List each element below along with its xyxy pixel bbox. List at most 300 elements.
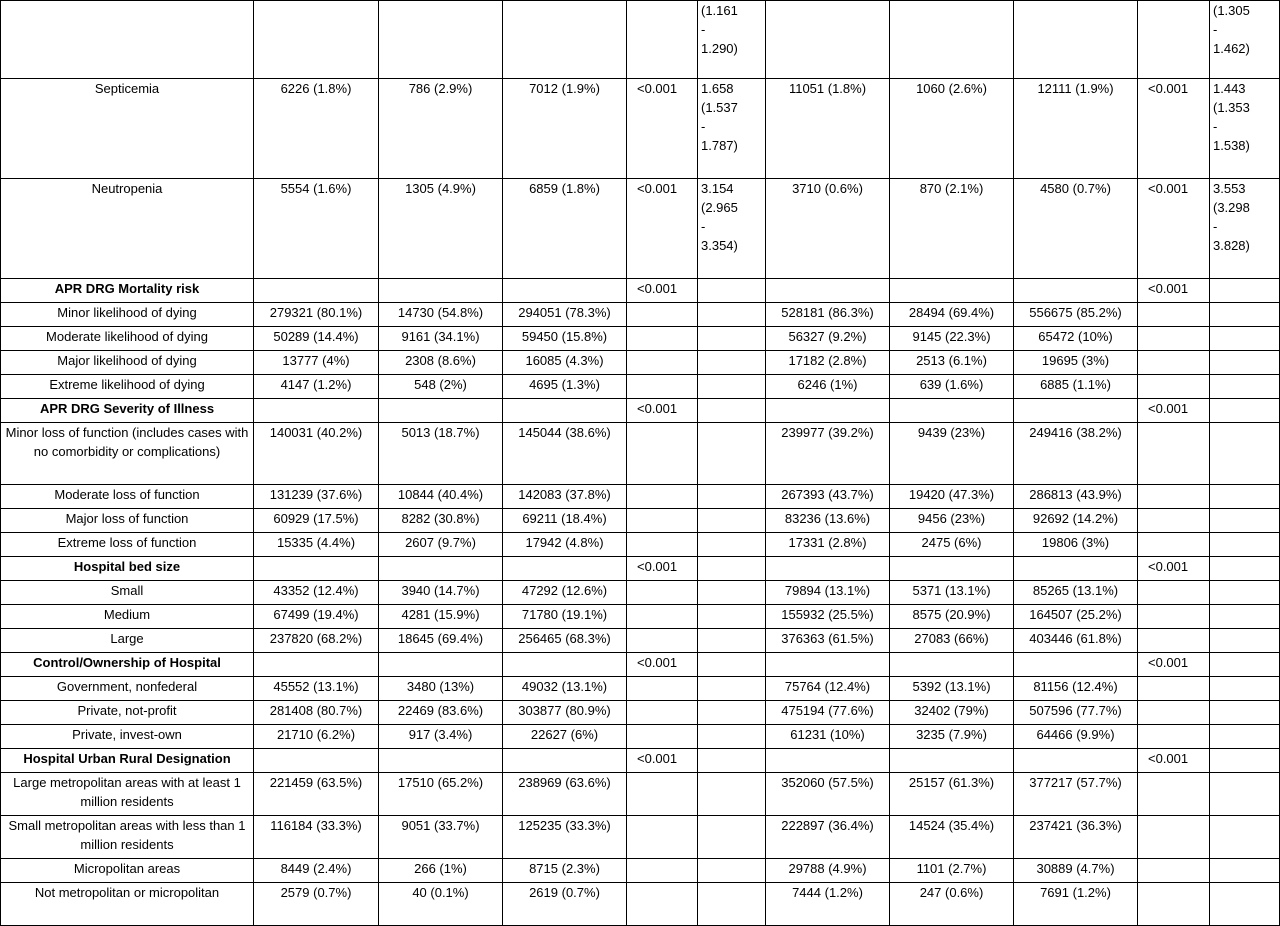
value-cell: 239977 (39.2%) <box>766 423 890 485</box>
value-cell <box>254 399 379 423</box>
value-cell <box>1014 557 1138 581</box>
p-value-cell <box>1138 725 1210 749</box>
p-value-cell <box>627 883 698 926</box>
p-value-cell <box>627 351 698 375</box>
value-cell: 40 (0.1%) <box>379 883 503 926</box>
p-value-cell <box>627 303 698 327</box>
value-cell: 47292 (12.6%) <box>503 581 627 605</box>
ci-cell <box>698 749 766 773</box>
table-row <box>1 533 1280 557</box>
value-cell: 140031 (40.2%) <box>254 423 379 485</box>
table-row <box>1 581 1280 605</box>
value-cell: 376363 (61.5%) <box>766 629 890 653</box>
ci-cell <box>698 725 766 749</box>
ci-cell <box>698 816 766 859</box>
ci-cell <box>1210 859 1280 883</box>
value-cell: 6885 (1.1%) <box>1014 375 1138 399</box>
p-value-cell <box>627 816 698 859</box>
p-value-cell <box>1138 375 1210 399</box>
p-value-cell <box>1138 883 1210 926</box>
p-value-cell: <0.001 <box>1138 749 1210 773</box>
p-value-cell <box>1138 485 1210 509</box>
value-cell: 5554 (1.6%) <box>254 179 379 279</box>
row-label: Government, nonfederal <box>1 677 254 701</box>
value-cell: 8449 (2.4%) <box>254 859 379 883</box>
ci-cell <box>1210 423 1280 485</box>
value-cell <box>1014 749 1138 773</box>
section-header-row <box>1 749 1280 773</box>
value-cell: 9161 (34.1%) <box>379 327 503 351</box>
value-cell <box>1014 653 1138 677</box>
value-cell <box>890 653 1014 677</box>
ci-cell <box>1210 701 1280 725</box>
table-row <box>1 327 1280 351</box>
value-cell: 64466 (9.9%) <box>1014 725 1138 749</box>
value-cell: 4695 (1.3%) <box>503 375 627 399</box>
ci-cell <box>698 773 766 816</box>
ci-cell <box>698 303 766 327</box>
value-cell: 4281 (15.9%) <box>379 605 503 629</box>
value-cell: 3940 (14.7%) <box>379 581 503 605</box>
p-value-cell <box>627 629 698 653</box>
value-cell: 43352 (12.4%) <box>254 581 379 605</box>
row-label: Minor loss of function (includes cases with no comorbidity or complications) <box>1 423 254 485</box>
value-cell: 30889 (4.7%) <box>1014 859 1138 883</box>
p-value-cell <box>1138 581 1210 605</box>
ci-cell <box>1210 327 1280 351</box>
value-cell <box>379 399 503 423</box>
value-cell: 2475 (6%) <box>890 533 1014 557</box>
table-row <box>1 509 1280 533</box>
value-cell <box>379 653 503 677</box>
value-cell: 9439 (23%) <box>890 423 1014 485</box>
p-value-cell <box>1138 533 1210 557</box>
p-value-cell: <0.001 <box>627 653 698 677</box>
value-cell: 5392 (13.1%) <box>890 677 1014 701</box>
value-cell: 79894 (13.1%) <box>766 581 890 605</box>
ci-cell: (1.161 - 1.290) <box>698 1 766 79</box>
value-cell: 237421 (36.3%) <box>1014 816 1138 859</box>
value-cell: 475194 (77.6%) <box>766 701 890 725</box>
table-row <box>1 79 1280 179</box>
value-cell: 83236 (13.6%) <box>766 509 890 533</box>
value-cell: 266 (1%) <box>379 859 503 883</box>
ci-cell <box>698 423 766 485</box>
ci-cell: (1.305 - 1.462) <box>1210 1 1280 79</box>
table-row <box>1 773 1280 816</box>
row-label: Moderate loss of function <box>1 485 254 509</box>
value-cell <box>254 653 379 677</box>
row-label: Extreme loss of function <box>1 533 254 557</box>
value-cell: 249416 (38.2%) <box>1014 423 1138 485</box>
value-cell <box>379 557 503 581</box>
row-label: Large <box>1 629 254 653</box>
table-row <box>1 725 1280 749</box>
ci-cell <box>698 883 766 926</box>
value-cell: 22469 (83.6%) <box>379 701 503 725</box>
value-cell: 256465 (68.3%) <box>503 629 627 653</box>
section-header-label: Hospital bed size <box>1 557 254 581</box>
value-cell: 286813 (43.9%) <box>1014 485 1138 509</box>
value-cell: 303877 (80.9%) <box>503 701 627 725</box>
value-cell: 8715 (2.3%) <box>503 859 627 883</box>
value-cell: 49032 (13.1%) <box>503 677 627 701</box>
section-header-row <box>1 399 1280 423</box>
value-cell: 131239 (37.6%) <box>254 485 379 509</box>
table-row <box>1 816 1280 859</box>
value-cell <box>890 399 1014 423</box>
value-cell: 29788 (4.9%) <box>766 859 890 883</box>
value-cell: 528181 (86.3%) <box>766 303 890 327</box>
value-cell: 7691 (1.2%) <box>1014 883 1138 926</box>
value-cell: 1101 (2.7%) <box>890 859 1014 883</box>
p-value-cell <box>627 581 698 605</box>
p-value-cell: <0.001 <box>627 179 698 279</box>
value-cell: 870 (2.1%) <box>890 179 1014 279</box>
p-value-cell: <0.001 <box>1138 179 1210 279</box>
value-cell <box>766 749 890 773</box>
value-cell: 75764 (12.4%) <box>766 677 890 701</box>
value-cell: 548 (2%) <box>379 375 503 399</box>
value-cell: 3480 (13%) <box>379 677 503 701</box>
value-cell: 32402 (79%) <box>890 701 1014 725</box>
ci-cell <box>698 327 766 351</box>
p-value-cell <box>1138 351 1210 375</box>
row-label: Neutropenia <box>1 179 254 279</box>
value-cell: 5013 (18.7%) <box>379 423 503 485</box>
value-cell: 28494 (69.4%) <box>890 303 1014 327</box>
p-value-cell <box>1138 859 1210 883</box>
value-cell: 2619 (0.7%) <box>503 883 627 926</box>
row-label: Private, invest-own <box>1 725 254 749</box>
value-cell <box>379 749 503 773</box>
value-cell: 1060 (2.6%) <box>890 79 1014 179</box>
row-label: Small metropolitan areas with less than 1 million residents <box>1 816 254 859</box>
ci-cell: 3.154 (2.965 - 3.354) <box>698 179 766 279</box>
value-cell <box>503 749 627 773</box>
value-cell: 19420 (47.3%) <box>890 485 1014 509</box>
p-value-cell: <0.001 <box>1138 557 1210 581</box>
value-cell: 50289 (14.4%) <box>254 327 379 351</box>
value-cell: 403446 (61.8%) <box>1014 629 1138 653</box>
value-cell: 17510 (65.2%) <box>379 773 503 816</box>
value-cell <box>766 557 890 581</box>
value-cell: 16085 (4.3%) <box>503 351 627 375</box>
ci-cell <box>698 533 766 557</box>
p-value-cell: <0.001 <box>627 79 698 179</box>
value-cell: 10844 (40.4%) <box>379 485 503 509</box>
value-cell <box>503 653 627 677</box>
value-cell: 222897 (36.4%) <box>766 816 890 859</box>
p-value-cell <box>1138 701 1210 725</box>
value-cell: 67499 (19.4%) <box>254 605 379 629</box>
value-cell <box>503 399 627 423</box>
ci-cell <box>698 581 766 605</box>
ci-cell <box>1210 581 1280 605</box>
row-label: Moderate likelihood of dying <box>1 327 254 351</box>
row-label: Small <box>1 581 254 605</box>
ci-cell <box>698 605 766 629</box>
value-cell: 6246 (1%) <box>766 375 890 399</box>
p-value-cell <box>1138 773 1210 816</box>
p-value-cell <box>627 533 698 557</box>
section-header-label: Hospital Urban Rural Designation <box>1 749 254 773</box>
value-cell: 9145 (22.3%) <box>890 327 1014 351</box>
value-cell <box>1014 279 1138 303</box>
value-cell <box>890 749 1014 773</box>
value-cell: 56327 (9.2%) <box>766 327 890 351</box>
value-cell: 8282 (30.8%) <box>379 509 503 533</box>
value-cell <box>503 279 627 303</box>
ci-cell <box>698 279 766 303</box>
value-cell <box>254 557 379 581</box>
p-value-cell: <0.001 <box>1138 279 1210 303</box>
value-cell: 6859 (1.8%) <box>503 179 627 279</box>
p-value-cell <box>627 677 698 701</box>
section-header-label: APR DRG Severity of Illness <box>1 399 254 423</box>
ci-cell <box>698 375 766 399</box>
p-value-cell: <0.001 <box>627 279 698 303</box>
value-cell: 25157 (61.3%) <box>890 773 1014 816</box>
ci-cell <box>1210 303 1280 327</box>
p-value-cell <box>627 859 698 883</box>
value-cell: 247 (0.6%) <box>890 883 1014 926</box>
value-cell: 14524 (35.4%) <box>890 816 1014 859</box>
ci-cell <box>1210 725 1280 749</box>
value-cell: 125235 (33.3%) <box>503 816 627 859</box>
section-header-row <box>1 557 1280 581</box>
ci-cell <box>1210 485 1280 509</box>
row-label: Extreme likelihood of dying <box>1 375 254 399</box>
value-cell <box>503 557 627 581</box>
ci-cell <box>1210 629 1280 653</box>
value-cell: 2308 (8.6%) <box>379 351 503 375</box>
value-cell: 786 (2.9%) <box>379 79 503 179</box>
p-value-cell <box>627 773 698 816</box>
row-label: Major likelihood of dying <box>1 351 254 375</box>
value-cell <box>254 279 379 303</box>
p-value-cell <box>627 509 698 533</box>
row-label: Septicemia <box>1 79 254 179</box>
p-value-cell <box>1138 509 1210 533</box>
value-cell <box>766 279 890 303</box>
ci-cell <box>698 399 766 423</box>
p-value-cell <box>1138 677 1210 701</box>
value-cell: 556675 (85.2%) <box>1014 303 1138 327</box>
ci-cell <box>1210 399 1280 423</box>
value-cell: 19806 (3%) <box>1014 533 1138 557</box>
p-value-cell <box>627 701 698 725</box>
table-row <box>1 859 1280 883</box>
value-cell: 3235 (7.9%) <box>890 725 1014 749</box>
value-cell: 917 (3.4%) <box>379 725 503 749</box>
value-cell: 7012 (1.9%) <box>503 79 627 179</box>
ci-cell <box>698 859 766 883</box>
value-cell: 2579 (0.7%) <box>254 883 379 926</box>
value-cell: 15335 (4.4%) <box>254 533 379 557</box>
table-row <box>1 423 1280 485</box>
value-cell: 8575 (20.9%) <box>890 605 1014 629</box>
value-cell: 17182 (2.8%) <box>766 351 890 375</box>
value-cell: 18645 (69.4%) <box>379 629 503 653</box>
value-cell: 61231 (10%) <box>766 725 890 749</box>
value-cell: 22627 (6%) <box>503 725 627 749</box>
row-label: Not metropolitan or micropolitan <box>1 883 254 926</box>
value-cell: 19695 (3%) <box>1014 351 1138 375</box>
p-value-cell: <0.001 <box>1138 399 1210 423</box>
value-cell: 9051 (33.7%) <box>379 816 503 859</box>
ci-cell <box>1210 533 1280 557</box>
row-label: Medium <box>1 605 254 629</box>
value-cell: 17331 (2.8%) <box>766 533 890 557</box>
value-cell: 237820 (68.2%) <box>254 629 379 653</box>
table-row <box>1 883 1280 926</box>
ci-cell <box>1210 816 1280 859</box>
row-label: Private, not-profit <box>1 701 254 725</box>
value-cell: 352060 (57.5%) <box>766 773 890 816</box>
value-cell: 4147 (1.2%) <box>254 375 379 399</box>
section-header-label: APR DRG Mortality risk <box>1 279 254 303</box>
p-value-cell <box>1138 629 1210 653</box>
p-value-cell <box>1138 423 1210 485</box>
ci-cell <box>1210 509 1280 533</box>
ci-cell <box>1210 351 1280 375</box>
p-value-cell: <0.001 <box>1138 653 1210 677</box>
p-value-cell <box>627 485 698 509</box>
ci-cell <box>1210 375 1280 399</box>
value-cell: 155932 (25.5%) <box>766 605 890 629</box>
table-row <box>1 351 1280 375</box>
table-body <box>1 1 1280 926</box>
value-cell: 71780 (19.1%) <box>503 605 627 629</box>
value-cell: 3710 (0.6%) <box>766 179 890 279</box>
value-cell: 13777 (4%) <box>254 351 379 375</box>
ci-cell <box>698 701 766 725</box>
ci-cell <box>698 557 766 581</box>
value-cell: 45552 (13.1%) <box>254 677 379 701</box>
p-value-cell <box>1138 327 1210 351</box>
ci-cell <box>1210 677 1280 701</box>
p-value-cell <box>627 375 698 399</box>
table-row <box>1 677 1280 701</box>
table-row <box>1 485 1280 509</box>
p-value-cell <box>1138 303 1210 327</box>
value-cell: 9456 (23%) <box>890 509 1014 533</box>
ci-cell <box>1210 883 1280 926</box>
ci-cell <box>698 509 766 533</box>
value-cell: 6226 (1.8%) <box>254 79 379 179</box>
value-cell: 639 (1.6%) <box>890 375 1014 399</box>
row-label: Major loss of function <box>1 509 254 533</box>
value-cell: 116184 (33.3%) <box>254 816 379 859</box>
value-cell: 377217 (57.7%) <box>1014 773 1138 816</box>
ci-cell: 1.443 (1.353 - 1.538) <box>1210 79 1280 179</box>
table-row <box>1 701 1280 725</box>
value-cell: 221459 (63.5%) <box>254 773 379 816</box>
value-cell: 4580 (0.7%) <box>1014 179 1138 279</box>
ci-cell <box>1210 773 1280 816</box>
ci-cell <box>698 351 766 375</box>
p-value-cell: <0.001 <box>627 749 698 773</box>
table-row <box>1 375 1280 399</box>
value-cell: 59450 (15.8%) <box>503 327 627 351</box>
value-cell: 2513 (6.1%) <box>890 351 1014 375</box>
table-row <box>1 629 1280 653</box>
value-cell <box>890 557 1014 581</box>
value-cell: 1305 (4.9%) <box>379 179 503 279</box>
row-label: Micropolitan areas <box>1 859 254 883</box>
table-row <box>1 303 1280 327</box>
value-cell: 7444 (1.2%) <box>766 883 890 926</box>
value-cell: 27083 (66%) <box>890 629 1014 653</box>
value-cell: 164507 (25.2%) <box>1014 605 1138 629</box>
value-cell <box>1014 399 1138 423</box>
table-row <box>1 605 1280 629</box>
table-row-continued <box>1 1 1280 79</box>
ci-cell <box>698 629 766 653</box>
value-cell <box>766 653 890 677</box>
p-value-cell: <0.001 <box>627 557 698 581</box>
section-header-row <box>1 653 1280 677</box>
value-cell: 12111 (1.9%) <box>1014 79 1138 179</box>
section-header-label: Control/Ownership of Hospital <box>1 653 254 677</box>
value-cell: 5371 (13.1%) <box>890 581 1014 605</box>
section-header-row <box>1 279 1280 303</box>
ci-cell <box>698 653 766 677</box>
value-cell: 60929 (17.5%) <box>254 509 379 533</box>
value-cell: 11051 (1.8%) <box>766 79 890 179</box>
value-cell: 279321 (80.1%) <box>254 303 379 327</box>
value-cell <box>254 749 379 773</box>
p-value-cell <box>1138 816 1210 859</box>
p-value-cell <box>627 605 698 629</box>
value-cell: 81156 (12.4%) <box>1014 677 1138 701</box>
value-cell: 21710 (6.2%) <box>254 725 379 749</box>
value-cell: 2607 (9.7%) <box>379 533 503 557</box>
p-value-cell <box>627 725 698 749</box>
value-cell: 85265 (13.1%) <box>1014 581 1138 605</box>
p-value-cell: <0.001 <box>1138 79 1210 179</box>
ci-cell <box>1210 605 1280 629</box>
ci-cell: 3.553 (3.298 - 3.828) <box>1210 179 1280 279</box>
row-label <box>1 1 254 79</box>
value-cell: 294051 (78.3%) <box>503 303 627 327</box>
value-cell: 507596 (77.7%) <box>1014 701 1138 725</box>
p-value-cell <box>1138 605 1210 629</box>
ci-cell <box>1210 749 1280 773</box>
p-value-cell <box>627 327 698 351</box>
p-value-cell: <0.001 <box>627 399 698 423</box>
row-label: Minor likelihood of dying <box>1 303 254 327</box>
value-cell: 17942 (4.8%) <box>503 533 627 557</box>
value-cell: 281408 (80.7%) <box>254 701 379 725</box>
ci-cell <box>698 677 766 701</box>
value-cell <box>890 279 1014 303</box>
row-label: Large metropolitan areas with at least 1 million residents <box>1 773 254 816</box>
value-cell: 267393 (43.7%) <box>766 485 890 509</box>
value-cell: 142083 (37.8%) <box>503 485 627 509</box>
table-row <box>1 179 1280 279</box>
ci-cell <box>1210 279 1280 303</box>
value-cell: 14730 (54.8%) <box>379 303 503 327</box>
value-cell: 238969 (63.6%) <box>503 773 627 816</box>
value-cell <box>766 399 890 423</box>
value-cell <box>379 279 503 303</box>
value-cell: 65472 (10%) <box>1014 327 1138 351</box>
value-cell: 145044 (38.6%) <box>503 423 627 485</box>
ci-cell <box>1210 557 1280 581</box>
value-cell: 92692 (14.2%) <box>1014 509 1138 533</box>
